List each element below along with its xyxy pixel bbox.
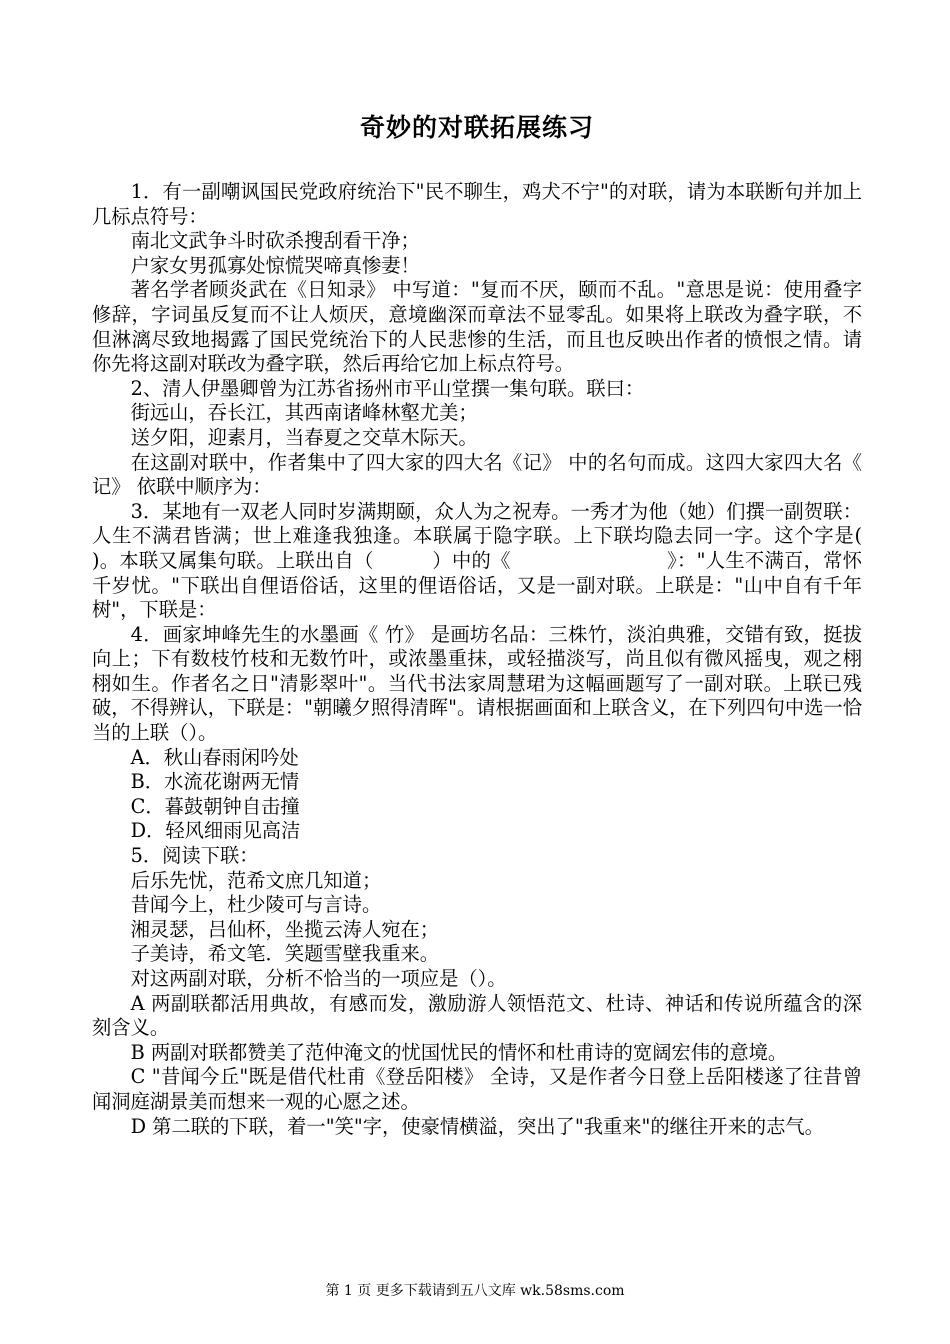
paragraph: 对这两副对联，分析不恰当的一项应是（）。 bbox=[130, 967, 507, 990]
option: B 两副对联都赞美了范仲淹文的忧国忧民的情怀和杜甫诗的宽阔宏伟的意境。 bbox=[130, 1040, 788, 1064]
paragraph: 户家女男孤寡处惊慌哭啼真惨妻！ bbox=[130, 253, 420, 277]
couplet-line: 昔闻今上，杜少陵可与言诗。 bbox=[130, 893, 382, 917]
paragraph: 2、清人伊墨卿曾为江苏省扬州市平山堂撰一集句联。联曰： bbox=[130, 376, 645, 400]
document-page bbox=[92, 108, 862, 1139]
paragraph: 3．某地有一双老人同时岁满期颐，众人为之祝寿。一秀才为他（她）们撰一副贺联：人生不满君皆满；世上难逢我独逢。本联属于隐字联。上下联均隐去同一字。这个字是( )。本联又属集句联。上联出自（ ）中的《 》："人生不满百，常怀千岁忧。"下联出自俚语俗话，这里的俚语俗话，又是一副对联。上联是："山中自有千年树"，下联是： bbox=[92, 499, 862, 622]
paragraph: 在这副对联中，作者集中了四大家的四大名《记》 中的名句而成。这四大家四大名《 记》 依联中顺序为： bbox=[92, 450, 862, 499]
paragraph: 著名学者顾炎武在《日知录》 中写道："复而不厌，颐而不乱。"意思是说：使用叠字修辞，字词虽反复而不让人烦厌，意境幽深而章法不显零乱。如果将上联改为叠字联，不但淋漓尽致地揭露了国民党统治下的人民悲惨的生活，而且也反映出作者的愤恨之情。请你先将这副对联改为叠字联，然后再给它加上标点符号。 bbox=[92, 278, 862, 376]
document-title: 奇妙的对联拓展练习 bbox=[359, 113, 594, 142]
option: D 第二联的下联，着一"笑"字，使豪情横溢，突出了"我重来"的继往开来的志气。 bbox=[130, 1114, 824, 1138]
couplet-line: 子美诗，希文笔．笑题雪壁我重来。 bbox=[130, 942, 440, 966]
option: A．秋山春雨闲吟处 bbox=[130, 745, 299, 769]
option: C．暮鼓朝钟自击撞 bbox=[130, 794, 300, 818]
option: B．水流花谢两无情 bbox=[130, 770, 300, 794]
option: C "昔闻今丘"既是借代杜甫《登岳阳楼》 全诗，又是作者今日登上岳阳楼遂了往昔曾闻洞庭湖景美而想来一观的心愿之述。 bbox=[92, 1065, 862, 1113]
paragraph: 1．有一副嘲讽国民党政府统治下"民不聊生，鸡犬不宁"的对联，请为本联断句并加上几标点符号： bbox=[92, 180, 862, 228]
document-body bbox=[92, 180, 862, 1139]
couplet-line: 后乐先忧，范希文庶几知道； bbox=[130, 868, 382, 892]
option: D．轻风细雨见高洁 bbox=[130, 819, 301, 843]
paragraph: 4．画家坤峰先生的水墨画《 竹》 是画坊名品：三株竹，淡泊典雅，交错有致，挺拔向上；下有数枝竹枝和无数竹叶，或浓墨重抹，或轻描淡写，尚且似有微风摇曳，观之栩栩如生。作者名之日"清影翠叶"。当代书法家周慧珺为这幅画题写了一副对联。上联已残破，不得辨认，下联是："朝曦夕照得清晖"。请根据画面和上联含义，在下列四句中选一恰当的上联（）。 bbox=[92, 622, 862, 745]
paragraph: 南北文武争斗时砍杀搜刮看干净； bbox=[130, 229, 420, 253]
paragraph: 送夕阳，迎素月，当春夏之交草木际天。 bbox=[130, 425, 478, 449]
option: A 两副联都活用典故，有感而发，激励游人领悟范文、杜诗、神话和传说所蕴含的深刻含义。 bbox=[92, 991, 862, 1040]
page-footer: 第 1 页 更多下载请到五八文库 wk.58sms.com bbox=[325, 1283, 625, 1299]
paragraph: 街远山，吞长江，其西南诸峰林壑尤美； bbox=[130, 401, 478, 425]
couplet-line: 湘灵瑟，吕仙杯，坐揽云涛人宛在； bbox=[130, 917, 440, 941]
paragraph: 5．阅读下联： bbox=[130, 844, 259, 868]
